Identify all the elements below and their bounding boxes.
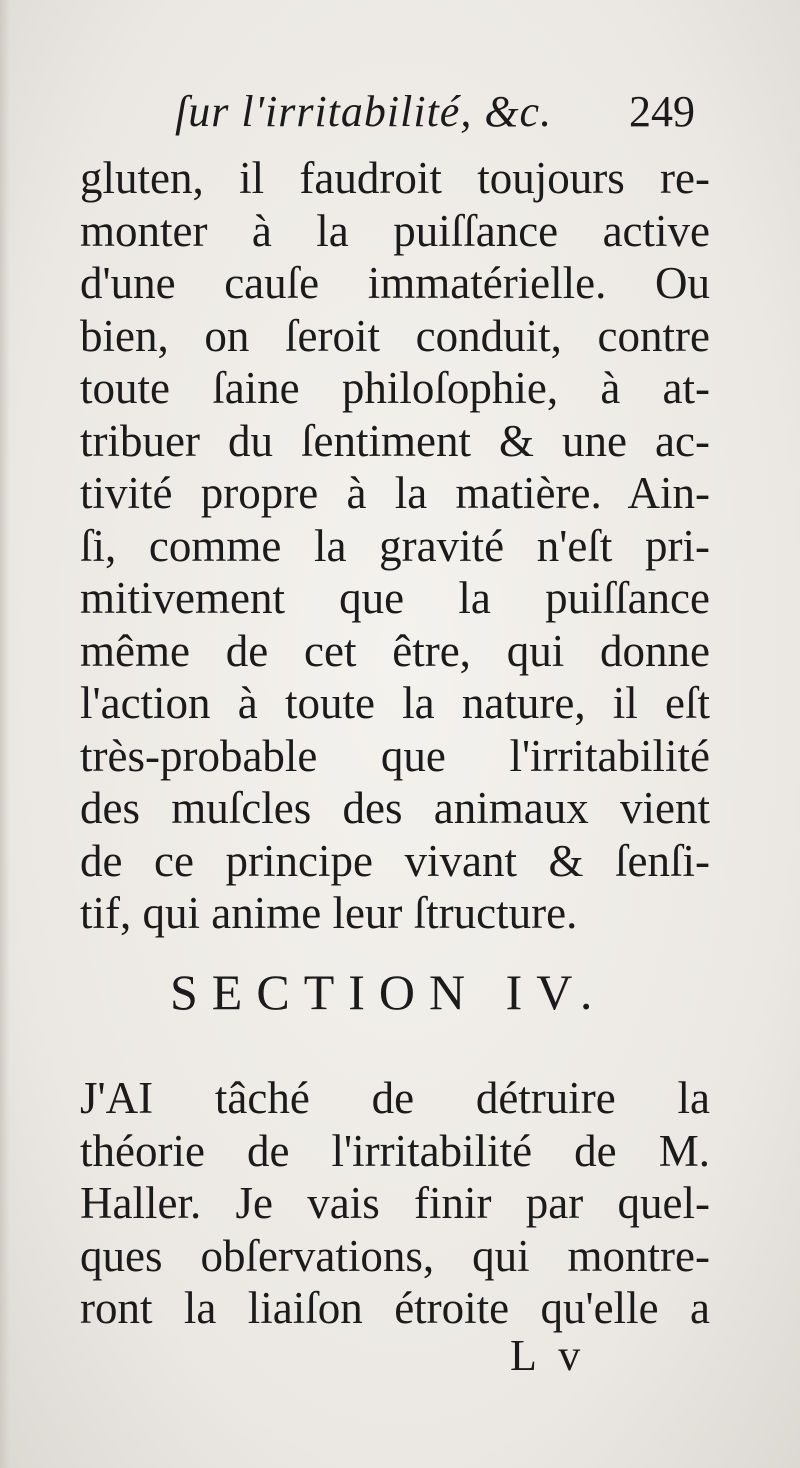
text-line: mitivement que la puiſſance: [80, 573, 710, 623]
running-title: ſur l'irritabilité, &c.: [175, 87, 553, 136]
page-number: 249: [629, 87, 695, 136]
text-line: bien, on ſeroit conduit, contre: [80, 310, 710, 361]
paragraph-1: [80, 152, 710, 940]
text-line: des muſcles des animaux vient: [80, 783, 710, 833]
text-line: tribuer du ſentiment & une ac-: [80, 415, 710, 466]
page-edge-shadow: [0, 0, 10, 1468]
text-line: théorie de l'irritabilité de M.: [80, 1125, 710, 1176]
text-line: l'action à toute la nature, il eſt: [80, 678, 710, 728]
text-line: J'AI tâché de détruire la: [80, 1073, 710, 1123]
page-header: [175, 86, 705, 142]
paragraph-2: [80, 1072, 710, 1335]
text-line: très-probable que l'irritabilité: [80, 730, 710, 781]
text-line: tif, qui anime leur ſtructure.: [80, 888, 578, 938]
signature-mark: L v: [510, 1331, 587, 1380]
text-line: d'une cauſe immatérielle. Ou: [80, 258, 710, 308]
text-line: même de cet être, qui donne: [80, 625, 710, 676]
text-line: ſi, comme la gravité n'eſt pri-: [80, 520, 710, 571]
text-line: monter à la puiſſance active: [80, 205, 710, 256]
text-line: gluten, il faudroit toujours re-: [80, 153, 710, 203]
section-heading: SECTION IV.: [170, 964, 607, 1020]
text-line: Haller. Je vais finir par quel-: [80, 1178, 710, 1228]
text-line: tivité propre à la matière. Ain-: [80, 468, 710, 518]
text-line: ront la liaiſon étroite qu'elle a: [80, 1283, 710, 1333]
text-line: de ce principe vivant & ſenſi-: [80, 835, 710, 886]
text-line: ques obſervations, qui montre-: [80, 1230, 710, 1281]
text-line: toute ſaine philoſophie, à at-: [80, 363, 710, 413]
